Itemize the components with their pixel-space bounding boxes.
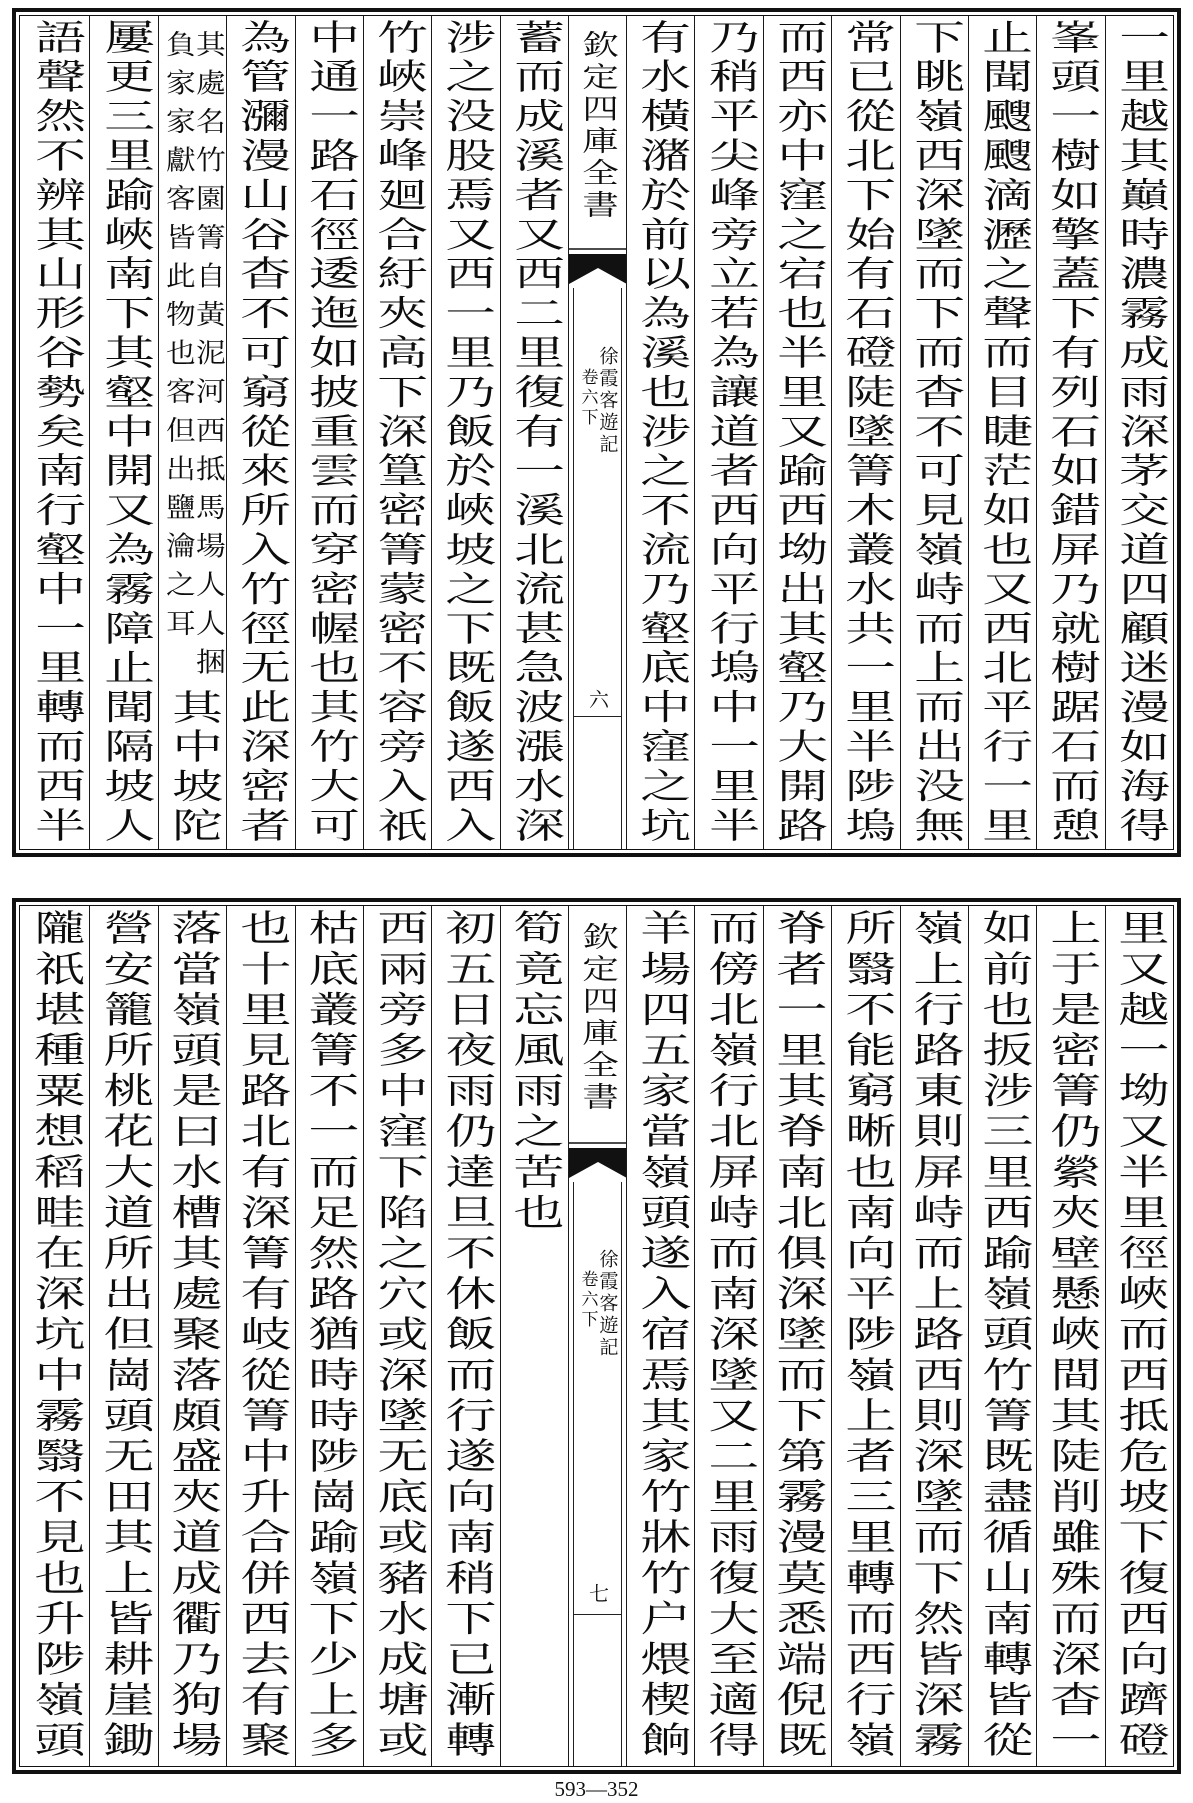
text-column (226, 16, 294, 849)
text-column (1036, 16, 1104, 849)
book-title-wrap (596, 346, 618, 456)
text-column (295, 906, 363, 1766)
column-text: 有水橫潴於前以為溪也涉之不流乃壑底中窪之坑 (632, 19, 691, 847)
column-text: 西兩旁多中窪下陷之穴或深墜无底或豬水成塘或 (369, 909, 428, 1762)
text-column (1105, 906, 1173, 1766)
text-column (1036, 906, 1104, 1766)
text-column (363, 906, 431, 1766)
text-column (500, 906, 568, 1766)
column-text: 所翳不能窮晰也南向平陟嶺上者三里轉而西行嶺 (837, 909, 896, 1762)
text-column (763, 16, 831, 849)
page-top-leaf (12, 8, 1181, 857)
fold-rule-right (621, 288, 622, 849)
text-column (431, 16, 499, 849)
volume-label-wrap (577, 368, 597, 428)
fold-rule-left (573, 1182, 574, 1766)
column-text: 一里越其巔時濃霧成雨深茅交道四顧迷漫如海得 (1111, 19, 1170, 847)
column-text: 落當嶺頭是曰水槽其處聚落頗盛夾道成衢乃狗場 (164, 909, 223, 1762)
book-title: 徐霞客遊記 (596, 1249, 619, 1359)
leaf-frame (19, 905, 1174, 1767)
text-column (226, 906, 294, 1766)
column-text: 屢更三里踰峽南下其壑中開又為霧障止聞隔坡人 (95, 19, 154, 847)
collection-title: 欽定四庫全書 (576, 30, 620, 222)
column-text: 如前也扳涉三里西踰嶺頭竹箐既盡循山南轉皆從 (974, 909, 1033, 1762)
annotation-main-text: 其中坡陀 (164, 689, 223, 847)
column-text: 而傍北嶺行北屏峙而南深墜又二里雨復大至適得 (700, 909, 759, 1762)
collection-title: 欽定四庫全書 (576, 922, 620, 1114)
column-text: 而西亦中窪之宕也半里又踰西坳出其壑乃大開路 (769, 19, 828, 847)
text-column (968, 16, 1036, 849)
text-column (694, 16, 762, 849)
column-text: 營安籠所桃花大道所出但崗頭无田其上皆耕崖鋤 (95, 909, 154, 1762)
annotation-text-right: 其處名竹園箐自黃泥河西抵馬場人人捆 (190, 30, 225, 687)
collection-title-wrap (569, 922, 626, 1114)
column-text: 筍竟忘風雨之苦也 (505, 909, 565, 1234)
text-column (626, 16, 694, 849)
footer-code: 593—352 (554, 1777, 639, 1801)
annotation-pair (162, 30, 223, 686)
folio-rule (573, 716, 622, 717)
text-column (694, 906, 762, 1766)
text-column (89, 16, 157, 849)
text-column (500, 16, 568, 849)
center-fold-column (568, 906, 626, 1766)
text-column (831, 906, 899, 1766)
column-text: 蓄而成溪者又西二里復有一溪北流甚急波漲水深 (506, 19, 565, 847)
text-column (21, 16, 89, 849)
column-text: 嶺上行路東則屏峙而上路西則深墜而下然皆深霧 (905, 909, 965, 1762)
text-columns (20, 16, 1173, 849)
text-column (295, 16, 363, 849)
column-text: 為管瀰漫山谷杳不可窮從來所入竹徑无此深密者 (232, 19, 291, 847)
text-column (363, 16, 431, 849)
volume-label: 卷六下 (577, 1270, 598, 1330)
column-text: 竹峽崇峰廻合紆夾高下深篁密箐蒙密不容旁入祇 (369, 19, 428, 847)
column-text: 脊者一里其脊南北俱深墜而下第霧漫莫悉端倪既 (769, 909, 828, 1762)
folio-number-wrap (569, 689, 626, 709)
folio-rule (573, 1614, 622, 1615)
page-bottom-leaf (12, 898, 1181, 1774)
column-text: 羊場四五家當嶺頭遂入宿焉其家竹牀竹户煨楔餉 (632, 909, 691, 1762)
text-column (431, 906, 499, 1766)
fishtail-mark (569, 1142, 626, 1182)
column-text: 涉之没股焉又西一里乃飯於峽坡之下既飯遂西入 (437, 19, 496, 847)
column-text: 峯頭一樹如擎蓋下有列石如錯屏乃就樹踞石而憩 (1042, 19, 1101, 847)
collection-title-wrap (569, 30, 626, 222)
volume-label: 卷六下 (577, 368, 598, 428)
text-columns (20, 906, 1173, 1766)
column-text: 隴祇堪種粟想稻畦在深坑中霧翳不見也升陟嶺頭 (26, 909, 86, 1762)
fishtail-mark (569, 248, 626, 288)
folio-number: 七 (585, 1583, 610, 1603)
text-column (968, 906, 1036, 1766)
text-column (158, 906, 226, 1766)
column-text: 也十里見路北有深箐有岐從箐中升合併西去有聚 (232, 909, 291, 1762)
column-text: 語聲然不辨其山形谷勢矣南行壑中一里轉而西半 (26, 19, 85, 847)
annotation-column (158, 16, 226, 849)
column-text: 下眺嶺西深墜而下而杳不可見嶺峙而上而出没無 (905, 19, 964, 847)
column-text: 枯底叢箐不一而足然路猶時時陟崗踰嶺下少上多 (300, 909, 360, 1762)
leaf-frame (19, 15, 1174, 850)
annotation-main-wrap (159, 686, 226, 847)
text-column (1105, 16, 1173, 849)
text-column (900, 906, 968, 1766)
column-text: 上于是密箐仍縈夾壁懸峽間其陡削雖殊而深杳一 (1042, 909, 1101, 1762)
volume-label-wrap (577, 1270, 597, 1330)
text-column (763, 906, 831, 1766)
column-text: 中通一路石徑逶迤如披重雲而穿密幄也其竹大可 (300, 19, 359, 847)
text-column (21, 906, 89, 1766)
annotation-text-left: 負家家獻客皆此物也客但出鹽瀹之耳 (160, 30, 195, 648)
column-text: 初五日夜雨仍達旦不休飯而行遂向南稍下已漸轉 (437, 909, 496, 1762)
folio-number: 六 (585, 689, 610, 709)
column-text: 止聞颼颼滴瀝之聲而目睫茫如也又西北平行一里 (974, 19, 1033, 847)
fold-rule-right (621, 1182, 622, 1766)
folio-number-wrap (569, 1583, 626, 1603)
text-column (831, 16, 899, 849)
text-column (89, 906, 157, 1766)
column-text: 乃稍平尖峰旁立若為讓道者西向平行塢中一里半 (700, 19, 759, 847)
column-text: 里又越一坳又半里徑峽而西抵危坡下復西向躋磴 (1110, 909, 1170, 1762)
text-column (626, 906, 694, 1766)
text-column (900, 16, 968, 849)
center-fold-column (568, 16, 626, 849)
column-text: 常已從北下始有石磴陡墜箐木叢水共一里半陟塢 (837, 19, 896, 847)
fold-rule-left (573, 288, 574, 849)
book-title-wrap (596, 1249, 618, 1359)
book-title: 徐霞客遊記 (596, 346, 619, 456)
